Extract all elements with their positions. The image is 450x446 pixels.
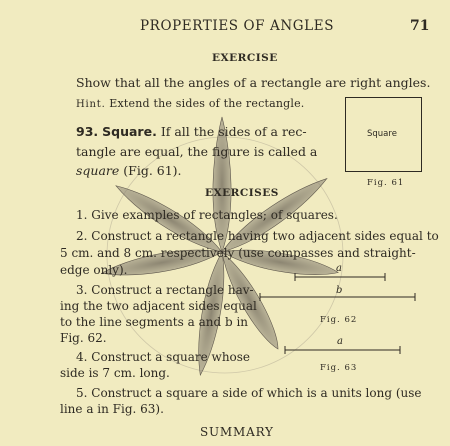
summary-heading: SUMMARY (200, 425, 274, 439)
exercise-3-line-4: Fig. 62. (60, 331, 107, 345)
exercise-5-line-2: line a in Fig. 63). (60, 402, 164, 416)
hint (76, 97, 304, 110)
section-93-line-3: square (Fig. 61). (76, 163, 182, 178)
section-term: Square. (102, 124, 157, 139)
page-number: 71 (410, 18, 430, 34)
exercise-4-line-1: 4. Construct a square whose (76, 350, 251, 364)
fig61-caption: Fig. 61 (367, 178, 405, 188)
section-93-line-2: tangle are equal, the figure is called a (76, 144, 318, 159)
exercise-3-line-1: 3. Construct a rectangle hav- (76, 283, 254, 297)
running-header: PROPERTIES OF ANGLES (140, 18, 335, 34)
exercise-3-line-2: ing the two adjacent sides equal (60, 299, 257, 313)
exercise-4-line-2: side is 7 cm. long. (60, 366, 170, 380)
section-number: 93. (76, 124, 99, 139)
section-93-line-1: 93. Square. If all the sides of a rec- (76, 124, 307, 139)
exercise-3-line-3: to the line segments a and b in (60, 315, 249, 329)
exercise-2-line-2: 5 cm. and 8 cm. respectively (use compasses and straight- (60, 246, 416, 260)
exercise-1-line-1: 1. Give examples of rectangles; of squares. (76, 208, 338, 222)
fig61-square-label: Square (367, 129, 397, 139)
fig63-caption: Fig. 63 (320, 363, 358, 373)
exercise-text: Show that all the angles of a rectangle are right angles. (76, 75, 431, 90)
hint-text: Extend the sides of the rectangle. (109, 97, 305, 110)
fig62-label-b: b (336, 285, 343, 296)
exercise-2-line-3: edge only). (60, 263, 128, 277)
fig62-caption: Fig. 62 (320, 315, 358, 325)
exercise-heading: EXERCISE (212, 52, 278, 64)
exercise-5-line-1: 5. Construct a square a side of which is a units long (use (76, 386, 422, 400)
fig62-label-a: a (336, 263, 342, 274)
hint-label: Hint. (76, 99, 106, 110)
fig63-segment (280, 340, 410, 360)
exercises-heading: EXERCISES (205, 187, 279, 199)
exercise-2-line-1: 2. Construct a rectangle having two adjacent sides equal to (76, 229, 439, 243)
fig63-label-a: a (337, 336, 343, 347)
